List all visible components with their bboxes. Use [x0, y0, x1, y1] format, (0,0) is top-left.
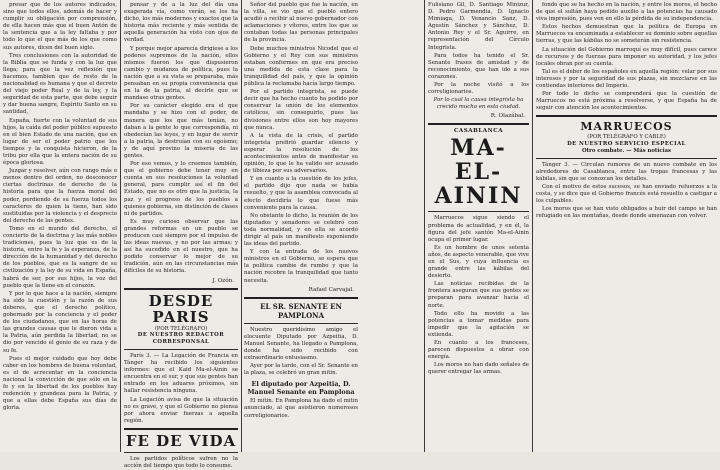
section-rule: [244, 323, 358, 324]
section-heading-ma-el-ainin: MA-EL-AININ: [434, 135, 523, 210]
article-paragraph: Y porque mejor aparecía dirigiese a los poderes supremos de la nación, ellos mismos fueron los que dispusieron cambio y mudanza de política, pues la nación que a su vista se preparaba, más pensaban en su propia conveniencia que en la de la patria, al decirle que se mandase otras gentes.: [124, 45, 238, 102]
section-rule: [124, 428, 238, 430]
article-paragraph: En cuanto a los franceses, parecen dispuestos a obrar con energía.: [428, 340, 529, 361]
article-paragraph: Tal es el deber de los españoles en aquella región: velar por sus intereses y por la seguridad de sus plazas, sin mezclarse en las contiendas interiores del Imperio.: [536, 68, 717, 90]
article-paragraph: Los moros no han dado señales de querer entregar las armas.: [428, 362, 529, 376]
article-paragraph: Señor del pueblo que fue la nación, en la villa, se vio que el pueblo entero acudió a recibir al nuevo gobernador con aclamaciones y vítores, entre los que se contaban todas las personas principales de la provincia.: [244, 2, 358, 44]
article-paragraph: Y en cuanto a la cuestión de los jefes, el partido dijo que nada se había resuelto, y que la asamblea convocada al efecto decidiría lo que fuese más conveniente para la causa.: [244, 176, 358, 211]
article-paragraph: París 3. — La Legación de Francia en Tánger ha recibido los siguientes informes: que el Kaid Ma-el-Ainin se encuentra en el sur, y que sus gentes han entrado en los aduares próximos, sin hallar resistencia ninguna.: [124, 352, 238, 395]
article-paragraph: pensar y de a la luz del día una exagerada vía, como verán, se los ha dicho, los más modernos y exactos que la historia más reciente y más sentida de aquella generación ha visto con ojos de verdad.: [124, 2, 238, 44]
article-paragraph: Los moros que se han visto obligados a huir del campo se han refugiado en las montañas, desde donde amenazan con volver.: [536, 206, 717, 220]
article-signature: J. Ozón.: [212, 277, 234, 284]
article-paragraph: Por eso vemos, y lo creemos también, que el gobierno debe tener muy en cuenta en sus resoluciones la voluntad general, para cumplir así el fin del Estado, que no es otro que la justicia, la paz y el progreso de los pueblos a quienes gobierna, sin distinción de clases ni de partidos.: [124, 161, 238, 217]
section-rule: [124, 452, 238, 453]
article-paragraph: Es un hombre de unos setenta años, de aspecto venerable, que vive en el Sus, y cuya influencia es grande entre las kábilas del desierto.: [428, 244, 529, 280]
article-paragraph: Y por lo que hace a la nación, siempre ha sido la cuestión y la razón de sus deberes, que el derecho político, gobernado por la conciencia y el poder de los ciudadanos, que en las horas de las grandes causas que le dieron vida a la Patria, aún perdida la libertad, no se dio por vencido el genio de su raza y de su fe.: [3, 290, 117, 354]
section-rule: [124, 349, 238, 350]
article-paragraph: fondo que se ha hecho en la nación, y entre los moros, el hecho de que el sultán haya pedido auxilio a las potencias ha causado viva impresión, pues ven en ello la pérdida de su independencia.: [536, 2, 717, 23]
section-rule: [536, 158, 717, 159]
column-3: [241, 0, 361, 452]
article-paragraph: Por el partido integrista, se puede decir que ha hecho cuanto ha podido por conservar la unión de los elementos católicos, sin conseguirlo, pues las divisiones entre ellos son hoy mayores que nunca.: [244, 89, 358, 131]
section-rule: [244, 297, 358, 299]
column-2: [121, 0, 241, 469]
article-paragraph: Por la noche visitó a los correligionarios.: [428, 82, 529, 96]
article-paragraph: Fulisiano Gil, D. Santiago Minizur, D. Pedro Garmendia, D. Ignacio Mimiaga, D. Venancio Sanz, D. Agustín Sánchez y Sánchez, D. Antonio Rey y el Sr. Aguirre, en representación del Círculo Integrista.: [428, 2, 529, 51]
section-heading-senante: EL SR. SENANTE EN PAMPLONA: [260, 301, 342, 320]
article-paragraph: A la vista de la crisis, el partido integrista prefirió guardar silencio y esperar la resolución de los acontecimientos antes de manifestar su opinión, lo que le ha valido ser acusado de tibieza por sus adversarios.: [244, 132, 358, 175]
article-paragraph: Tres conclusiones con la autoridad de la Biblia que se funda y con la luz que llega; para que la vez reflexión que hacemos, tambien que de resto de la nacionalidad es humana y que el decreto del viejo poder Real y de la ley, y la seguridad de esta parte, que debe seguir y dar buena sangre, Espíritu Santo en su santidad,: [3, 52, 117, 116]
section-subhead: Otro combate. — Más noticias: [582, 148, 671, 154]
article-paragraph: Tomo en el mundo del derecho, el concierto de la doctrina y las más nobles tradiciones, pues la luz que es de la historia, entre la fe y la esperanza, de la dirección de la humanidad y del derecho de los pueblos, que es la sangre de su civilización y la ley de su vida en España, habrá de ser, por sus hijos, la voz del pueblo que la tiene en el corazón.: [3, 225, 117, 289]
page-gutter: [362, 0, 424, 452]
article-signature: Rafael Carvajal.: [308, 286, 354, 293]
article-paragraph: Pues el mejor cuidado que hoy debe caber en los hombres de buena voluntad, es el de acrecentar en la conciencia nacional la convicción de que sólo en la fe y en la libertad de los pueblos hay redención y grandeza para la Patria, y que a ellas debe España sus días de gloria.: [3, 355, 117, 412]
section-subhead: (POR TELÉGRAFO Y CABLE): [587, 134, 666, 141]
article-paragraph: Los partidos políticos sufren no la acción del tiempo que todo lo consume.: [124, 455, 238, 469]
column-4: [425, 0, 532, 452]
section-subhead: DE NUESTRO REDACTOR CORRESPONSAL: [137, 332, 225, 346]
section-rule: [536, 115, 717, 117]
article-paragraph: Para todos ha tenido el Sr. Senante frases de amistad y de reconocimiento, que han ido a sus corazones.: [428, 52, 529, 80]
article-paragraph: Y con la entrada de los nuevos ministros en el Gobierno, se espera que la política cambie de rumbo y que la nación recobre la tranquilidad que tanto necesita.: [244, 249, 358, 284]
article-paragraph: Todo ello ha movido a las potencias a tomar medidas para impedir que la agitación se extienda.: [428, 310, 529, 338]
article-paragraph: Tánger 3. — Circulan rumores de un nuevo combate en los alrededores de Casablanca, entre las tropas francesas y las kábilas, sin que se conozcan los detalles.: [536, 161, 717, 182]
article-paragraph: Marruecos sigue siendo el problema de actualidad, y en él, la figura del jefe santón Ma-el-Ainin ocupa el primer lugar.: [428, 215, 529, 243]
article-paragraph: Ayer por la tarde, con el Sr. Senante en la plaza, se celebró un gran mitin.: [244, 363, 358, 377]
article-subheading: El diputado por Azpeitia, D. Manuel Senante en Pamplona: [247, 380, 355, 397]
section-subhead: DE NUESTRO SERVICIO ESPECIAL: [567, 141, 686, 148]
article-paragraph: El mitin. En Pamplona ha dado el mitin anunciado, al que asistieron numerosos correligionarios.: [244, 398, 358, 419]
column-1: [0, 0, 120, 452]
section-subhead: (POR TELÉGRAFO): [154, 325, 208, 332]
article-paragraph: Es muy curioso observar que las grandes reformas en un pueblo se producen casi siempre por el impulso de las ideas nuevas, y no por las armas; y así ha sucedido en el nuestro, que ha podido conservar lo mejor de su tradición, aún en las circunstancias más difíciles de su historia.: [124, 218, 238, 275]
article-paragraph: Estos hechos demuestran que la política de Europa en Marruecos va encaminada a establecer su dominio sobre aquellas tierras, y que las kábilas no se someterán sin resistencia.: [536, 24, 717, 45]
article-paragraph: Nuestro queridísimo amigo el elocuente Diputado por Azpeitia, D. Manuel Senante, ha llegado a Pamplona, donde ha sido recibido con extraordinario entusiasmo.: [244, 326, 358, 362]
section-rule: [428, 123, 529, 125]
section-heading-fe-de-vida: FE DE VIDA: [125, 431, 237, 450]
section-dateline: CASABLANCA: [453, 128, 504, 135]
column-5: [533, 0, 720, 452]
article-paragraph: La situación del Gobierno marroquí es muy difícil, pues carece de recursos y de fuerzas para imponer su autoridad, y los jefes locales obran por su cuenta.: [536, 46, 717, 67]
article-paragraph: Por todo lo dicho se comprenderá que la cuestión de Marruecos no está próxima a resolverse, y que España ha de seguir con atención los acontecimientos.: [536, 91, 717, 112]
article-paragraph: La Legación avisa de que la situación no es grave, y que el Gobierno no piensa por ahora enviar fuerzas a aquella región.: [124, 396, 238, 424]
article-verse: Por lo cual la causa integrista ha crecido mucho en esta ciudad.: [433, 97, 524, 111]
article-paragraph: Juzgar y resolver, aún con rango más o menos dentro del orden, no desconocer ciertas doctrinas de derecho de la historia para que la fuerza moral del poder, perdiendo de su fuerza todos los caracteres de quien la tiene, han sido sustituidas por la violencia y el desprecio del derecho de las gentes.: [3, 168, 117, 224]
article-paragraph: Con el motivo de estos sucesos, se han enviado refuerzos a la costa, y se dice que el Gobierno francés está resuelto a castigar a los culpables.: [536, 184, 717, 205]
section-rule: [428, 211, 529, 212]
article-paragraph: Por su carácter elegido era el que mandaba y se hizo con el poder, de manera que los que más tenían, no daban a la gente lo que correspondía, ni obedecían las leyes, y en lugar de servir a la patria, la destruían con su egoísmo; y de aquí provino la miseria de las gentes.: [124, 103, 238, 159]
article-paragraph: No obstante lo dicho, la reunión de los diputados y senadores se celebró con toda normalidad, y en ella se acordó dirigir al país un manifiesto exponiendo las ideas del partido.: [244, 212, 358, 248]
article-paragraph: presar que de los autores indicados, sino que todos ellos, además de hacer y cumplir su obligación por comprensión, de ella hacen más que el buen Antón de la sentencia que a la ley faltaba y por todo lo que el que más de los que como sus autores, dicen del buen siglo.: [3, 2, 117, 51]
article-paragraph: Debe muchos ministros Nicodel que el Gobierno y el Rey con sus ministros estaban conformes en que era preciso una medida de esta clase para la tranquilidad del país, y que la opinión pública la reclamaba hacía largo tiempo.: [244, 45, 358, 88]
section-heading-marruecos: MARRUECOS: [580, 120, 673, 134]
section-heading-desde-paris: DESDE PARIS: [148, 291, 214, 326]
article-paragraph: Las noticias recibidas de la frontera aseguran que sus gentes se preparan para avanzar hacia el norte.: [428, 281, 529, 309]
article-signature: R. Olazábal.: [490, 113, 525, 120]
section-rule: [124, 288, 238, 290]
article-paragraph: España, fuerte con la voluntad de sus hijos, la caída del poder público supuesto en el bien Estado de una nación, que en lugar de ser el poder patrio que los tiempos y la conquista hicieron, de la tribu por ella que la entera nación de su época gloriosa.: [3, 117, 117, 167]
